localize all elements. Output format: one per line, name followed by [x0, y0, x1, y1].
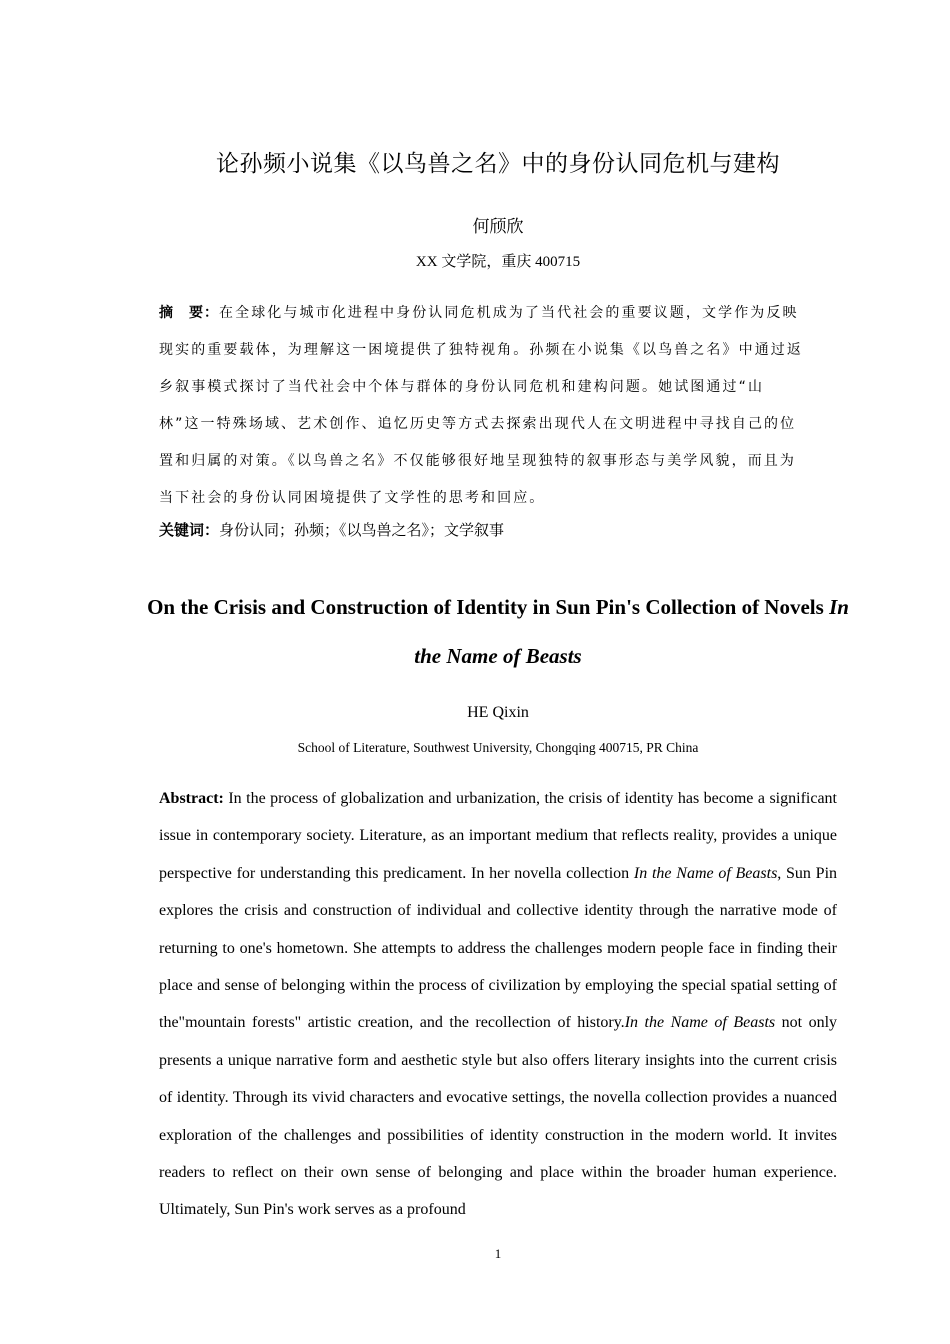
- english-abstract-seg2: , Sun Pin explores the crisis and construction of individual and collective identity through the narrative mode of returning to one's hometown. She attempts to address the challenges modern people face in finding their place and sense of belonging within the process of civilization by employing the special spatial setting of the"mountain forests" artistic creation, and the recollection of history.: [159, 864, 838, 1032]
- chinese-affiliation: XX 文学院，重庆 400715: [415, 254, 581, 270]
- english-title-text: On the Crisis and Construction of Identity in Sun Pin's Collection of Novels: [147, 595, 830, 619]
- english-abstract-seg1: In the process of globalization and urbanization, the crisis of identity has become a significant issue in contemporary society. Literature, as an important medium that reflects reality, provides a unique perspective for understanding this predicament. In her novella collection: [159, 790, 837, 882]
- chinese-author: 何颀欣: [472, 217, 524, 237]
- chinese-abstract-text: 在全球化与城市化进程中身份认同危机成为了当代社会的重要议题，文学作为反映现实的重要载体，为理解这一困境提供了独特视角。孙频在小说集《以鸟兽之名》中通过返乡叙事模式探讨了当代社会中个体与群体的身份认同危机和建构问题。她试图通过“山林”这一特殊场域、艺术创作、追忆历史等方式去探索出现代人在文明进程中寻找自己的位置和归属的对策。《以鸟兽之名》不仅能够很好地呈现独特的叙事形态与美学风貌，而且为当下社会的身份认同困境提供了文学性的思考和回应。: [159, 305, 803, 506]
- page-number: 1: [494, 1246, 502, 1261]
- chinese-abstract: [159, 295, 804, 517]
- chinese-keywords: [159, 519, 837, 540]
- english-abstract-book-2: In the Name of Beasts: [624, 1014, 776, 1032]
- english-title-book: In the Name of Beasts: [414, 595, 849, 668]
- english-abstract: [159, 780, 837, 1229]
- english-affiliation: School of Literature, Southwest University, Chongqing 400715, PR China: [297, 740, 699, 755]
- english-author: HE Qixin: [467, 704, 529, 721]
- chinese-keywords-text: 身份认同；孙频；《以鸟兽之名》；文学叙事: [219, 521, 505, 539]
- english-abstract-label: Abstract:: [159, 790, 224, 807]
- chinese-abstract-label: 摘 要：: [159, 305, 219, 321]
- chinese-keywords-label: 关键词：: [159, 521, 220, 539]
- english-title: [139, 583, 857, 681]
- english-abstract-book-1: In the Name of Beasts: [633, 864, 778, 882]
- chinese-title: 论孙频小说集《以鸟兽之名》中的身份认同危机与建构: [216, 151, 780, 177]
- english-abstract-seg3: not only presents a unique narrative form and aesthetic style but also offers literary insights into the current crisis of identity. Through its vivid characters and evocative settings, the novella collection provides a nuanced exploration of the challenges and possibilities of identity construction in the modern world. It invites readers to reflect on their own sense of belonging and place within the broader human experience. Ultimately, Sun Pin's work serves as a profound: [159, 1014, 838, 1219]
